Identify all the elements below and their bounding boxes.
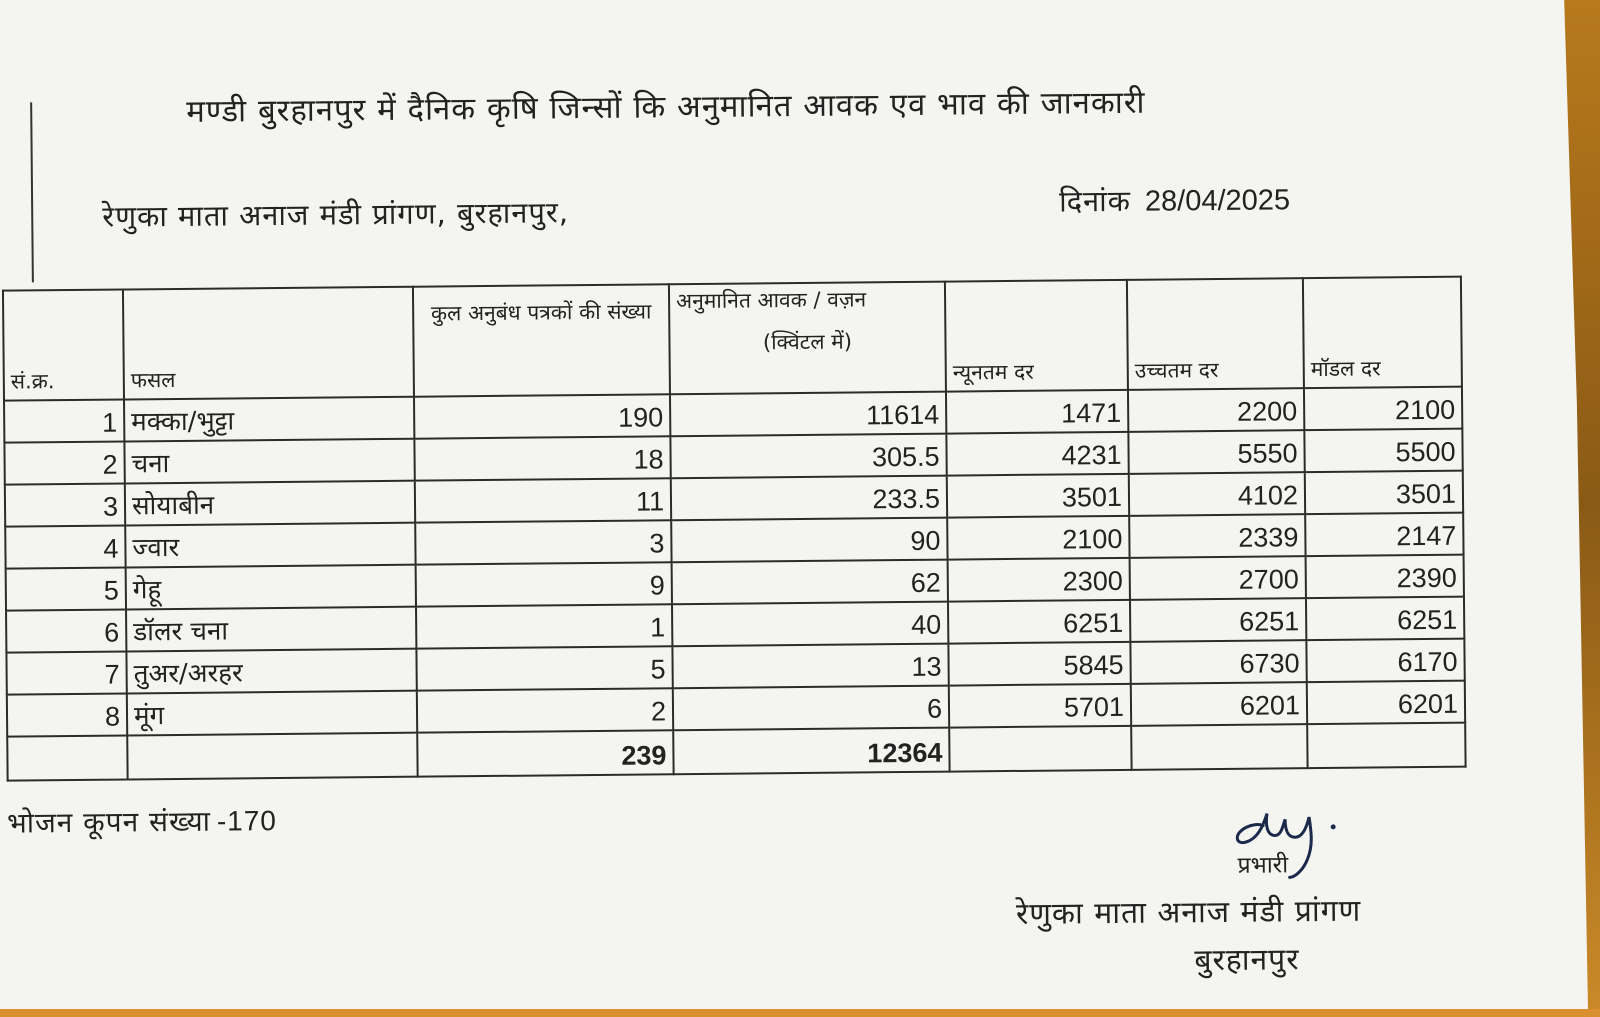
cell-arrival: 6	[673, 686, 949, 731]
header-arrival-label: अनुमानित आवक / वज़न	[675, 287, 867, 314]
cell-serial: 6	[6, 609, 126, 652]
cell-modal-rate: 6170	[1306, 639, 1464, 683]
cell-contracts: 18	[414, 436, 670, 480]
cell-total-blank	[7, 735, 127, 780]
cell-crop: डॉलर चना	[126, 607, 416, 652]
cell-max-rate: 5550	[1128, 430, 1304, 474]
cell-max-rate: 4102	[1129, 472, 1305, 516]
cell-total-blank	[1131, 724, 1307, 770]
cell-contracts: 9	[416, 562, 672, 606]
cell-crop: तुअर/अरहर	[126, 649, 416, 694]
coupon-count	[7, 801, 277, 842]
margin-line	[30, 102, 34, 282]
cell-serial: 5	[6, 567, 126, 610]
cell-modal-rate: 3501	[1305, 471, 1463, 515]
cell-total-arrival: 12364	[673, 728, 949, 775]
venue-heading: रेणुका माता अनाज मंडी प्रांगण, बुरहानपुर,	[102, 195, 570, 234]
cell-serial: 8	[7, 693, 127, 736]
coupon-label: भोजन कूपन संख्या	[6, 804, 212, 840]
cell-contracts: 190	[414, 394, 670, 438]
cell-min-rate: 5701	[949, 684, 1131, 728]
cell-total-contracts: 239	[417, 730, 673, 776]
cell-max-rate: 2200	[1128, 388, 1304, 432]
cell-arrival: 40	[672, 602, 948, 647]
footer-city: बुरहानपुर	[1194, 942, 1300, 979]
cell-min-rate: 5845	[948, 642, 1130, 686]
header-contracts: कुल अनुबंध पत्रकों की संख्या	[413, 284, 670, 396]
cell-serial: 2	[4, 441, 124, 484]
cell-total-blank	[1307, 723, 1465, 769]
header-serial: सं.क्र.	[3, 289, 124, 400]
cell-total-blank	[127, 733, 417, 780]
date-label: दिनांक	[1058, 183, 1132, 219]
cell-min-rate: 1471	[946, 390, 1128, 434]
header-max-rate: उच्चतम दर	[1127, 278, 1304, 390]
date-value: 28/04/2025	[1144, 184, 1291, 218]
cell-modal-rate: 2390	[1306, 555, 1464, 599]
header-crop: फसल	[123, 287, 414, 400]
cell-max-rate: 2339	[1129, 514, 1305, 558]
cell-contracts: 11	[415, 478, 671, 522]
cell-crop: गेहू	[126, 565, 416, 610]
cell-max-rate: 6201	[1131, 682, 1307, 726]
cell-arrival: 11614	[670, 392, 946, 437]
cell-max-rate: 6730	[1130, 640, 1306, 684]
incharge-label: प्रभारी	[1237, 852, 1289, 879]
cell-min-rate: 3501	[947, 474, 1129, 518]
cell-serial: 1	[4, 399, 124, 442]
cell-crop: मूंग	[127, 691, 417, 736]
cell-contracts: 2	[417, 688, 673, 732]
cell-modal-rate: 2100	[1304, 387, 1462, 431]
cell-serial: 3	[5, 483, 125, 526]
date-block	[1059, 179, 1290, 220]
rates-table	[2, 276, 1467, 782]
cell-modal-rate: 6201	[1307, 681, 1465, 725]
cell-total-blank	[949, 726, 1131, 772]
cell-arrival: 13	[672, 644, 948, 689]
cell-crop: सोयाबीन	[125, 481, 415, 526]
cell-serial: 4	[5, 525, 125, 568]
cell-min-rate: 4231	[946, 432, 1128, 476]
cell-arrival: 305.5	[670, 434, 946, 479]
coupon-value: -170	[216, 805, 278, 837]
header-modal-rate: मॉडल दर	[1303, 277, 1462, 389]
cell-crop: ज्वार	[125, 523, 415, 568]
cell-min-rate: 2100	[947, 516, 1129, 560]
cell-crop: चना	[124, 439, 414, 484]
cell-arrival: 233.5	[671, 476, 947, 521]
cell-modal-rate: 2147	[1305, 513, 1463, 557]
cell-serial: 7	[6, 651, 126, 694]
header-min-rate: न्यूनतम दर	[945, 280, 1128, 392]
footer-venue: रेणुका माता अनाज मंडी प्रांगण	[1015, 893, 1362, 932]
cell-contracts: 1	[416, 604, 672, 648]
cell-contracts: 5	[416, 646, 672, 690]
cell-max-rate: 2700	[1130, 556, 1306, 600]
cell-min-rate: 2300	[948, 558, 1130, 602]
cell-modal-rate: 5500	[1304, 429, 1462, 473]
cell-contracts: 3	[415, 520, 671, 564]
cell-arrival: 90	[671, 518, 947, 563]
cell-modal-rate: 6251	[1306, 597, 1464, 641]
cell-min-rate: 6251	[948, 600, 1130, 644]
document-title: मण्डी बुरहानपुर में दैनिक कृषि जिन्सों कि अनुमानित आवक एव भाव की जानकारी	[186, 84, 1146, 130]
cell-crop: मक्का/भुट्टा	[124, 397, 414, 442]
header-arrival-unit: (क्विंटल में)	[762, 329, 853, 355]
header-arrival	[669, 282, 946, 395]
cell-arrival: 62	[672, 560, 948, 605]
table-header-row	[3, 277, 1462, 401]
cell-max-rate: 6251	[1130, 598, 1306, 642]
